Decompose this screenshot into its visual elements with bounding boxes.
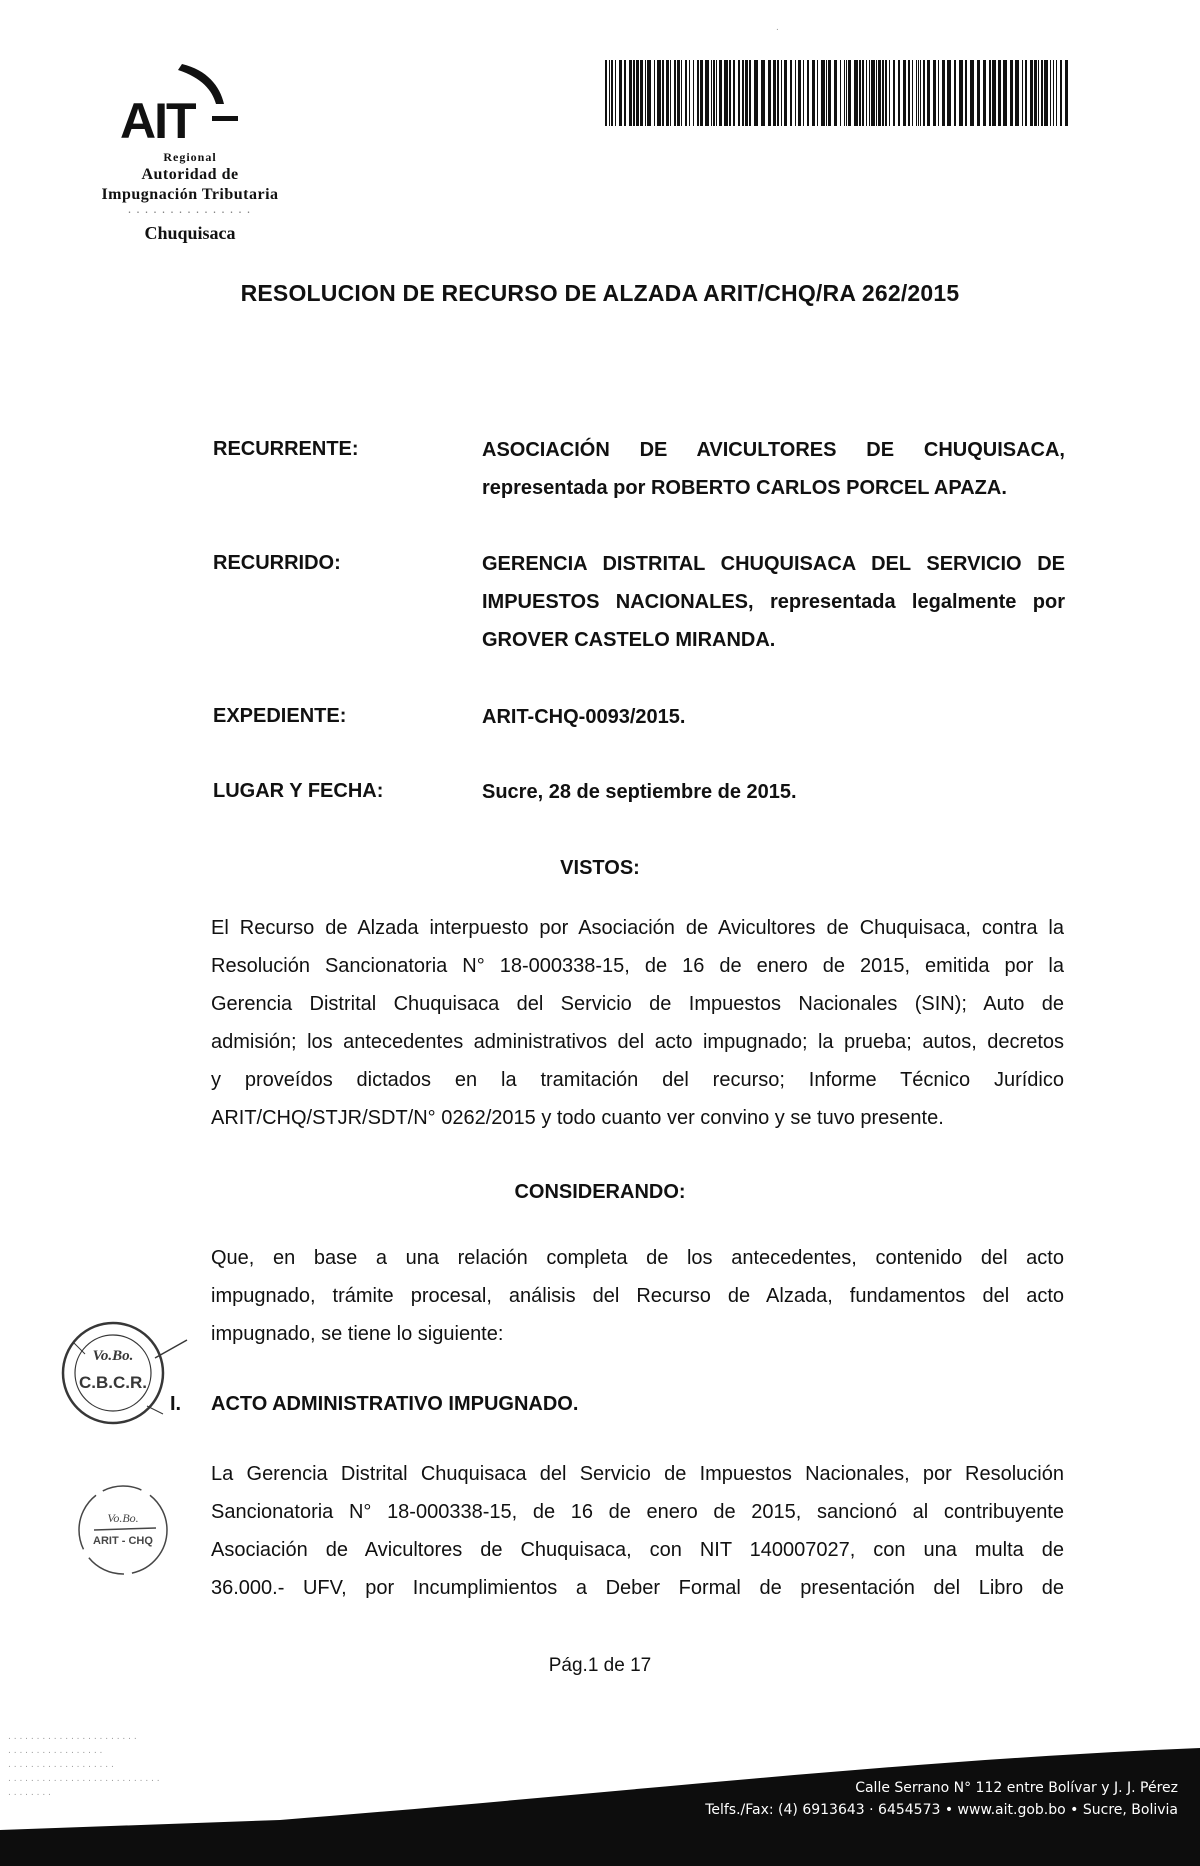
barcode-bar bbox=[1022, 60, 1023, 126]
barcode-bar bbox=[777, 60, 779, 126]
org-line-regional: Regional bbox=[163, 150, 217, 164]
barcode-bar bbox=[657, 60, 661, 126]
paragraph-line: La Gerencia Distrital Chuquisaca del Servicio de Impuestos Nacionales, por Resolución bbox=[211, 1463, 1064, 1485]
considerando-heading: CONSIDERANDO: bbox=[514, 1181, 686, 1203]
barcode-bar bbox=[893, 60, 895, 126]
barcode-bar bbox=[812, 60, 815, 126]
barcode-bar bbox=[773, 60, 776, 126]
barcode-bar bbox=[629, 60, 632, 126]
paragraph-line: El Recurso de Alzada interpuesto por Asociación de Avicultores de Chuquisaca, contra la bbox=[211, 917, 1064, 939]
barcode-bar bbox=[885, 60, 887, 126]
paragraph-line: impugnado, se tiene lo siguiente: bbox=[211, 1323, 504, 1345]
page-number: Pág.1 de 17 bbox=[548, 1655, 652, 1676]
barcode-bar bbox=[846, 60, 847, 126]
logo-wordmark: AIT bbox=[120, 93, 195, 149]
barcode-bar bbox=[959, 60, 963, 126]
vistos-paragraph bbox=[211, 909, 1064, 1137]
barcode-bar bbox=[889, 60, 890, 126]
barcode-bar bbox=[716, 60, 717, 126]
recurrido-line: GROVER CASTELO MIRANDA. bbox=[482, 629, 776, 651]
paragraph-line: Gerencia Distrital Chuquisaca del Servicio de Impuestos Nacionales (SIN); Auto de bbox=[211, 993, 1064, 1015]
barcode-bar bbox=[871, 60, 875, 126]
considerando-paragraph bbox=[211, 1239, 1064, 1353]
barcode-bar bbox=[784, 60, 787, 126]
barcode-bar bbox=[1041, 60, 1043, 126]
barcode-bar bbox=[749, 60, 751, 126]
barcode-bar bbox=[826, 60, 827, 126]
paragraph-line: Sancionatoria N° 18-000338-15, de 16 de enero de 2015, sancionó al contribuyente bbox=[211, 1501, 1064, 1523]
barcode-bar bbox=[640, 60, 643, 126]
barcode-bar bbox=[938, 60, 939, 126]
barcode-bar bbox=[942, 60, 945, 126]
paragraph-line: y proveídos dictados en la tramitación del recurso; Informe Técnico Jurídico bbox=[211, 1069, 1064, 1091]
barcode-bar bbox=[866, 60, 867, 126]
barcode-bar bbox=[954, 60, 956, 126]
barcode-bar bbox=[882, 60, 884, 126]
barcode-bar bbox=[624, 60, 626, 126]
expediente-value: ARIT-CHQ-0093/2015. bbox=[482, 706, 686, 728]
barcode-bar bbox=[834, 60, 837, 126]
seal-initials: C.B.C.R. bbox=[79, 1373, 147, 1392]
footer-address-line: Calle Serrano N° 112 entre Bolívar y J. J. Pérez bbox=[855, 1780, 1178, 1796]
barcode-bar bbox=[615, 60, 616, 126]
barcode-bar bbox=[970, 60, 974, 126]
scan-dot: . bbox=[776, 22, 779, 33]
document-title: RESOLUCION DE RECURSO DE ALZADA ARIT/CHQ/RA 262/2015 bbox=[240, 280, 960, 306]
recurrido-line: GERENCIA DISTRITAL CHUQUISACA DEL SERVICIO DE bbox=[482, 553, 1065, 575]
seal-vobo: Vo.Bo. bbox=[92, 1348, 134, 1364]
vistos-heading: VISTOS: bbox=[560, 857, 640, 879]
paragraph-line: impugnado, trámite procesal, análisis del Recurso de Alzada, fundamentos del acto bbox=[211, 1285, 1064, 1307]
barcode-bar bbox=[609, 60, 610, 126]
lugar-fecha-label: LUGAR Y FECHA: bbox=[213, 780, 384, 802]
org-line-autoridad: Autoridad de bbox=[141, 166, 239, 183]
org-city: Chuquisaca bbox=[144, 223, 236, 244]
barcode-bar bbox=[1050, 60, 1051, 126]
paragraph-line: ARIT/CHQ/STJR/SDT/N° 0262/2015 y todo cuanto ver convino y se tuvo presente. bbox=[211, 1107, 944, 1129]
barcode-bar bbox=[636, 60, 639, 126]
paragraph-line: Que, en base a una relación completa de los antecedentes, contenido del acto bbox=[211, 1247, 1064, 1269]
barcode-bar bbox=[677, 60, 680, 126]
barcode-bar bbox=[674, 60, 676, 126]
org-line-impugnacion: Impugnación Tributaria bbox=[101, 186, 279, 203]
barcode-bar bbox=[989, 60, 991, 126]
barcode-bar bbox=[681, 60, 682, 126]
paragraph-line: 36.000.- UFV, por Incumplimientos a Deber Formal de presentación del Libro de bbox=[211, 1577, 1064, 1599]
barcode-bar bbox=[670, 60, 671, 126]
section-title: ACTO ADMINISTRATIVO IMPUGNADO. bbox=[211, 1393, 579, 1415]
barcode-bar bbox=[738, 60, 740, 126]
barcode-bar bbox=[1038, 60, 1039, 126]
barcode-bar bbox=[713, 60, 715, 126]
barcode-bar bbox=[903, 60, 906, 126]
barcode-bar bbox=[619, 60, 622, 126]
barcode-bar bbox=[724, 60, 728, 126]
barcode-bar bbox=[711, 60, 712, 126]
barcode-bar bbox=[1030, 60, 1033, 126]
barcode-bar bbox=[927, 60, 930, 126]
arit-seal-stamp bbox=[68, 1480, 188, 1585]
barcode bbox=[605, 60, 1070, 126]
recurrido-line: IMPUESTOS NACIONALES, representada legalmente por bbox=[482, 591, 1065, 613]
org-tagline-faint: . . . . . . . . . . . . . . . bbox=[128, 205, 252, 215]
barcode-bar bbox=[1034, 60, 1037, 126]
lugar-fecha-value: Sucre, 28 de septiembre de 2015. bbox=[482, 781, 797, 803]
barcode-bar bbox=[1053, 60, 1054, 126]
barcode-bar bbox=[1025, 60, 1027, 126]
barcode-bar bbox=[821, 60, 825, 126]
barcode-bar bbox=[689, 60, 690, 126]
barcode-bar bbox=[1010, 60, 1013, 126]
paragraph-line: admisión; los antecedentes administrativos del acto impugnado; la prueba; autos, decretos bbox=[211, 1031, 1064, 1053]
barcode-bar bbox=[729, 60, 731, 126]
barcode-bar bbox=[761, 60, 765, 126]
barcode-bar bbox=[947, 60, 951, 126]
barcode-bar bbox=[998, 60, 1001, 126]
barcode-bar bbox=[605, 60, 607, 126]
barcode-bar bbox=[854, 60, 858, 126]
barcode-bar bbox=[923, 60, 925, 126]
barcode-bar bbox=[912, 60, 913, 126]
barcode-bar bbox=[983, 60, 986, 126]
barcode-bar bbox=[992, 60, 996, 126]
seal2-text: ARIT - CHQ bbox=[93, 1535, 153, 1547]
barcode-bar bbox=[685, 60, 687, 126]
barcode-bar bbox=[645, 60, 646, 126]
approval-seal-stamp bbox=[55, 1318, 190, 1433]
barcode-bar bbox=[844, 60, 845, 126]
recurrente-value bbox=[482, 431, 1065, 507]
barcode-bar bbox=[705, 60, 709, 126]
recurrido-value bbox=[482, 545, 1065, 659]
barcode-bar bbox=[1044, 60, 1048, 126]
acto-paragraph bbox=[211, 1455, 1064, 1607]
barcode-bar bbox=[817, 60, 818, 126]
barcode-bar bbox=[933, 60, 936, 126]
barcode-bar bbox=[916, 60, 917, 126]
recurrente-line: ASOCIACIÓN DE AVICULTORES DE CHUQUISACA, bbox=[482, 439, 1065, 461]
barcode-bar bbox=[1060, 60, 1062, 126]
barcode-bar bbox=[1015, 60, 1019, 126]
paragraph-line: Asociación de Avicultores de Chuquisaca, con NIT 140007027, con una multa de bbox=[211, 1539, 1064, 1561]
recurrente-line: representada por ROBERTO CARLOS PORCEL APAZA. bbox=[482, 477, 1007, 499]
barcode-bar bbox=[697, 60, 699, 126]
barcode-bar bbox=[647, 60, 651, 126]
barcode-bar bbox=[768, 60, 771, 126]
barcode-bar bbox=[859, 60, 861, 126]
barcode-bar bbox=[803, 60, 804, 126]
barcode-bar bbox=[745, 60, 748, 126]
barcode-bar bbox=[869, 60, 870, 126]
barcode-bar bbox=[898, 60, 900, 126]
barcode-bar bbox=[977, 60, 980, 126]
section-number: I. bbox=[170, 1393, 182, 1415]
footer-faint-notes: . . . . . . . . . . . . . . . . . . . . . . . . . . . . . . . . . . . . . . . . . . . . . . . . . . . . . . . . . . . . . . . . . . . . . . . . . . . . . . . . . . . . . . . . . . . . . . bbox=[8, 1732, 160, 1798]
barcode-bar bbox=[1003, 60, 1007, 126]
barcode-bar bbox=[611, 60, 613, 126]
barcode-bar bbox=[693, 60, 694, 126]
barcode-bar bbox=[1056, 60, 1057, 126]
section-heading-acto bbox=[170, 1393, 578, 1416]
seal2-vobo: Vo.Bo. bbox=[107, 1511, 139, 1525]
barcode-bar bbox=[920, 60, 921, 126]
expediente-label: EXPEDIENTE: bbox=[213, 705, 347, 727]
barcode-bar bbox=[654, 60, 655, 126]
barcode-bar bbox=[666, 60, 669, 126]
barcode-bar bbox=[848, 60, 851, 126]
barcode-bar bbox=[876, 60, 877, 126]
barcode-bar bbox=[918, 60, 919, 126]
barcode-bar bbox=[878, 60, 881, 126]
barcode-bar bbox=[862, 60, 864, 126]
barcode-bar bbox=[633, 60, 635, 126]
barcode-bar bbox=[807, 60, 809, 126]
recurrido-label: RECURRIDO: bbox=[213, 552, 341, 574]
paragraph-line: Resolución Sancionatoria N° 18-000338-15, de 16 de enero de 2015, emitida por la bbox=[211, 955, 1064, 977]
barcode-bar bbox=[840, 60, 841, 126]
barcode-bar bbox=[700, 60, 703, 126]
barcode-bar bbox=[965, 60, 967, 126]
barcode-bar bbox=[1065, 60, 1068, 126]
barcode-bar bbox=[733, 60, 735, 126]
footer-contact-line: Telfs./Fax: (4) 6913643 · 6454573 • www.ait.gob.bo • Sucre, Bolivia bbox=[705, 1802, 1178, 1818]
barcode-bar bbox=[795, 60, 796, 126]
barcode-bar bbox=[754, 60, 758, 126]
barcode-bar bbox=[719, 60, 722, 126]
barcode-bar bbox=[828, 60, 831, 126]
footer-address bbox=[705, 1777, 1178, 1821]
barcode-bar bbox=[798, 60, 801, 126]
barcode-bar bbox=[742, 60, 744, 126]
org-name bbox=[90, 150, 290, 245]
recurrente-label: RECURRENTE: bbox=[213, 438, 359, 460]
barcode-bar bbox=[781, 60, 782, 126]
barcode-bar bbox=[790, 60, 792, 126]
barcode-bar bbox=[662, 60, 664, 126]
barcode-bar bbox=[908, 60, 910, 126]
